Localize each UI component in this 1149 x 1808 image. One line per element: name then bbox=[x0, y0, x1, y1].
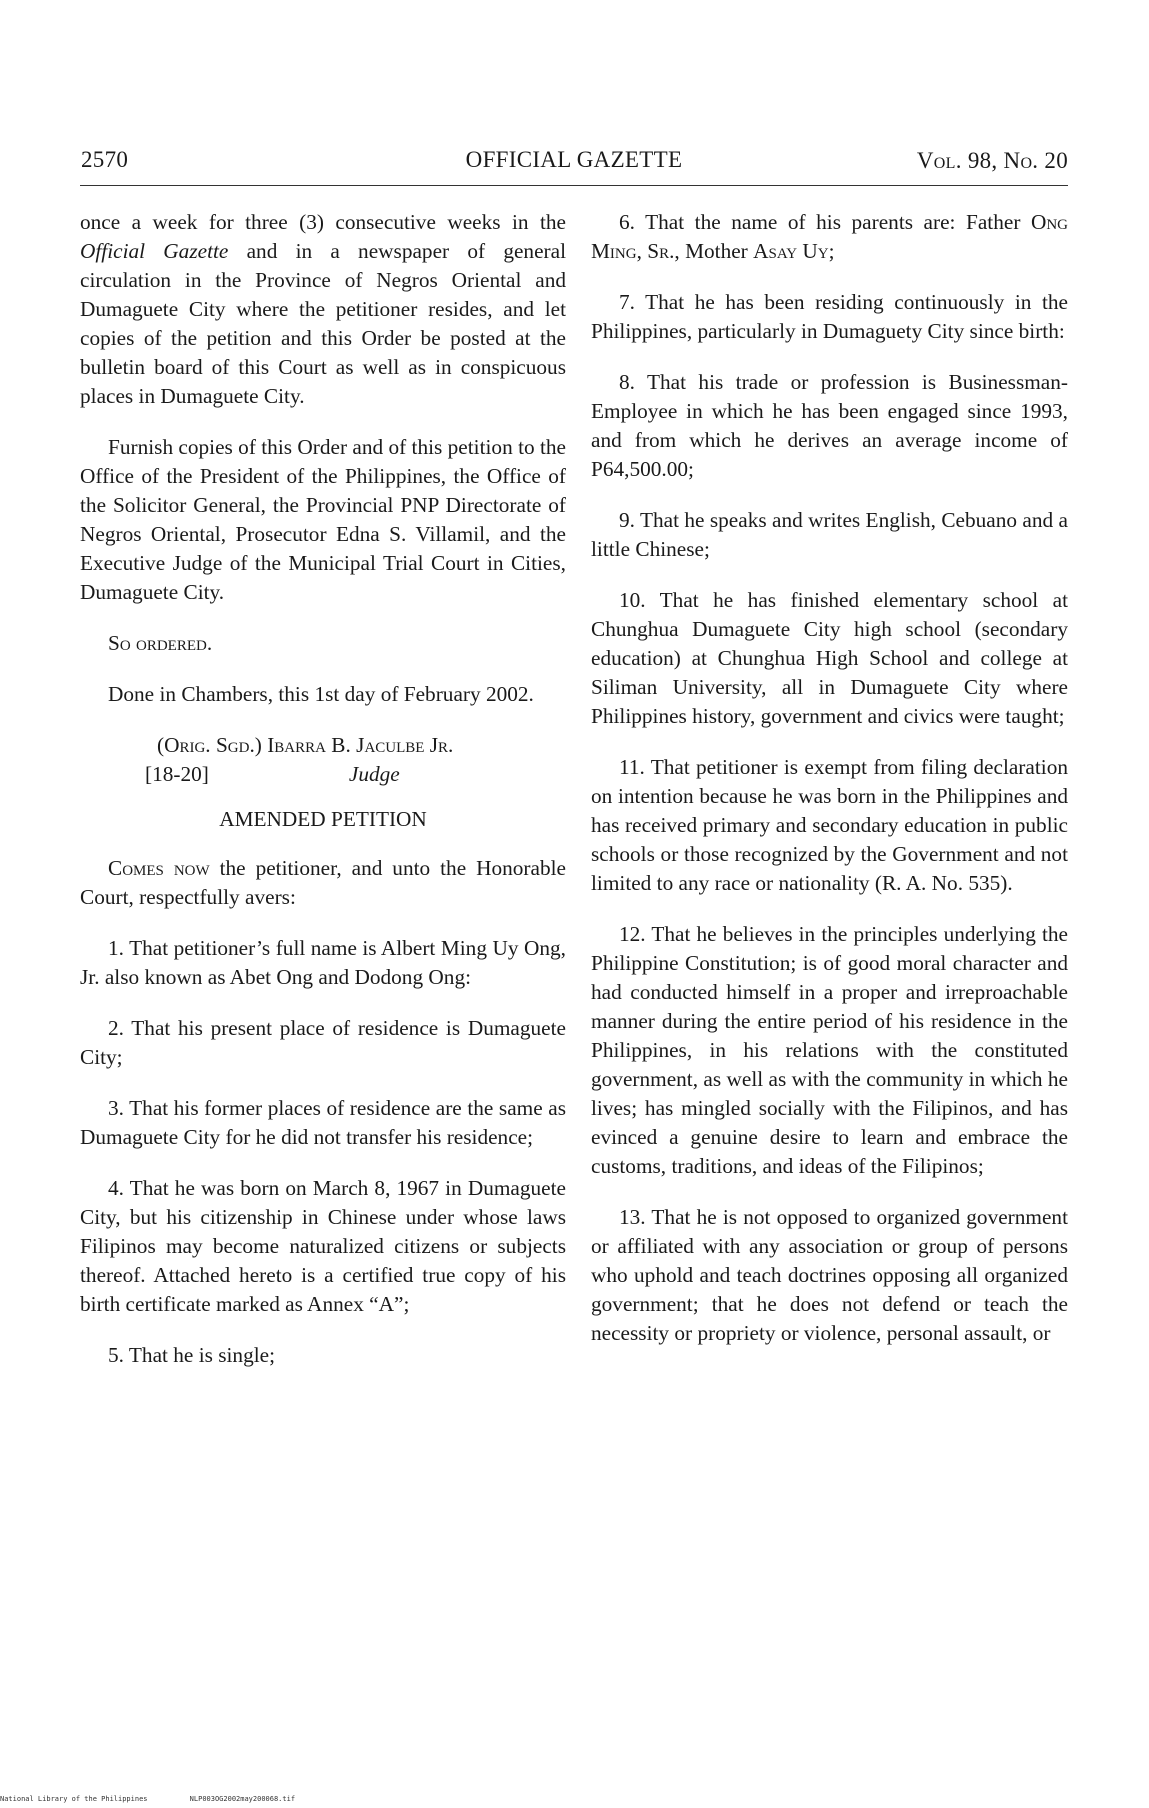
petition-item-10: 10. That he has finished elementary school at Chunghua Dumaguete City high school (secondary education) at Chunghua High School and college at Siliman University, all in Dumaguete City where Philippines history, government and civics were taught; bbox=[591, 588, 1068, 728]
petition-item-4: 4. That he was born on March 8, 1967 in Dumaguete City, but his citizenship in Chinese under whose laws Filipinos may become naturalized citizens or subjects thereof. Attached hereto is a certified true copy of his birth certificate marked as Annex “A”; bbox=[80, 1176, 566, 1316]
issue-bracket: [18-20] bbox=[145, 762, 209, 786]
done-in-chambers: Done in Chambers, this 1st day of February 2002. bbox=[108, 682, 534, 706]
scan-footer bbox=[0, 1795, 295, 1803]
judge-title: Judge bbox=[348, 762, 400, 786]
petition-item-1: 1. That petitioner’s full name is Albert Ming Uy Ong, Jr. also known as Abet Ong and Dodong Ong: bbox=[80, 936, 566, 989]
scan-filename: NLP003OG2002may200068.tif bbox=[189, 1795, 296, 1803]
petition-item-7: 7. That he has been residing continuously in the Philippines, particularly in Dumaguety City since birth: bbox=[591, 290, 1068, 343]
petition-item-12: 12. That he believes in the principles underlying the Philippine Constitution; is of good moral character and had conducted himself in a proper and irreproachable manner during the entire period of his residence in the Philippines, in his relations with the constituted government, as well as with the community in which he lives; has mingled socially with the Filipinos, and has evinced a genuine desire to learn and embrace the customs, traditions, and ideas of the Filipinos; bbox=[591, 922, 1068, 1178]
petition-item-2: 2. That his present place of residence is Dumaguete City; bbox=[80, 1016, 566, 1069]
father-name: Ong Ming, Sr. bbox=[591, 210, 1068, 263]
library-credit: National Library of the Philippines bbox=[0, 1795, 148, 1803]
petition-item-11: 11. That petitioner is exempt from filing declaration on intention because he was born in the Philippines and has received primary and secondary education in public schools or those recognized by the Government and not limited to any race or nationality (R. A. No. 535). bbox=[591, 755, 1068, 895]
petition-item-5: 5. That he is single; bbox=[108, 1343, 276, 1367]
page-number: 2570 bbox=[81, 147, 129, 172]
petition-item-8: 8. That his trade or profession is Businessman-Employee in which he has been engaged since 1993, and from which he derives an average income of P64,500.00; bbox=[591, 370, 1068, 481]
paragraph-publication-order: once a week for three (3) consecutive weeks in the Official Gazette and in a newspaper of general circulation in the Province of Negros Oriental and Dumaguete City where the petitioner resides, and let copies of the petition and this Order be posted at the bulletin board of this Court as well as in conspicuous places in Dumaguete City. bbox=[80, 210, 566, 408]
petition-item-3: 3. That his former places of residence are the same as Dumaguete City for he did not transfer his residence; bbox=[80, 1096, 566, 1149]
right-column bbox=[591, 208, 1068, 1370]
comes-now-paragraph: Comes now the petitioner, and unto the Honorable Court, respectfully avers: bbox=[80, 856, 566, 909]
signature-line: (Orig. Sgd.) Ibarra B. Jaculbe Jr. bbox=[157, 733, 454, 757]
petition-item-13: 13. That he is not opposed to organized government or affiliated with any association or group of persons who uphold and teach doctrines opposing all organized government; that he does not defend or teach the necessity or propriety or violence, personal assault, or bbox=[591, 1205, 1068, 1345]
petition-item-6: 6. That the name of his parents are: Father Ong Ming, Sr., Mother Asay Uy; bbox=[591, 210, 1068, 263]
so-ordered: So ordered. bbox=[108, 631, 213, 655]
amended-petition-heading: AMENDED PETITION bbox=[219, 807, 427, 831]
signature-block bbox=[80, 731, 566, 789]
left-column bbox=[80, 208, 566, 1392]
gazette-italic: Official Gazette bbox=[80, 239, 229, 263]
page-header bbox=[80, 145, 1068, 186]
mother-name: Asay Uy bbox=[753, 239, 829, 263]
volume-number: Vol. 98, No. 20 bbox=[916, 148, 1068, 173]
paragraph-furnish-copies: Furnish copies of this Order and of this petition to the Office of the President of the Philippines, the Office of the Solicitor General, the Provincial PNP Directorate of Negros Oriental, Prosecutor Edna S. Villamil, and the Executive Judge of the Municipal Trial Court in Cities, Dumaguete City. bbox=[80, 435, 566, 604]
publication-title: OFFICIAL GAZETTE bbox=[465, 147, 683, 172]
petition-item-9: 9. That he speaks and writes English, Cebuano and a little Chinese; bbox=[591, 508, 1068, 561]
judge-line bbox=[145, 760, 566, 789]
